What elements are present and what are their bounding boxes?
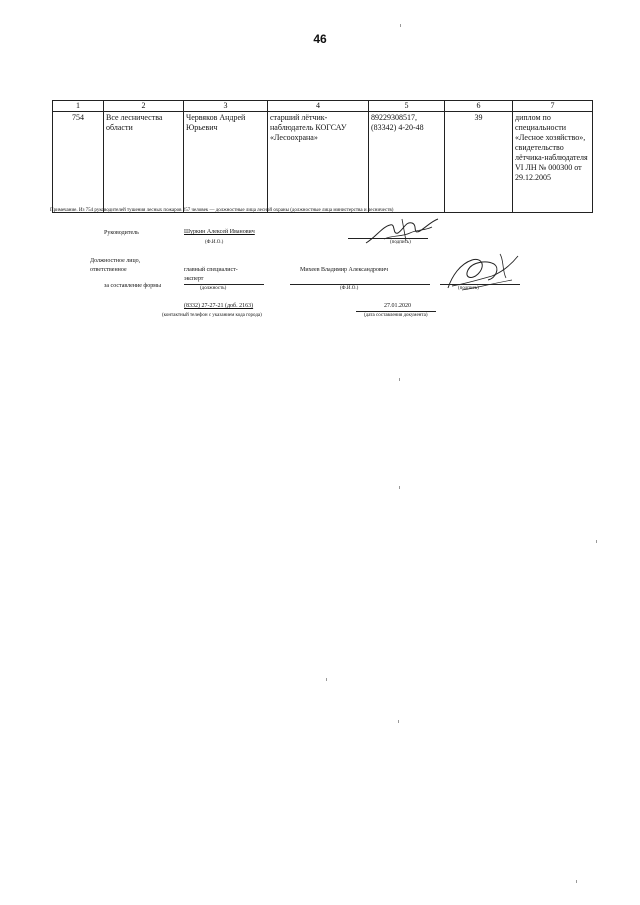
cell-position: старший лётчик-наблюдатель КОГСАУ «Лесоохрана» bbox=[268, 112, 369, 213]
head-fio-caption: (Ф.И.О.) bbox=[205, 240, 224, 245]
head-signature-caption: (подпись) bbox=[390, 240, 411, 245]
scan-speck bbox=[400, 24, 401, 27]
scan-speck bbox=[399, 378, 400, 381]
resp-name-line bbox=[290, 284, 430, 285]
cell-name: Червяков Андрей Юрьевич bbox=[184, 112, 268, 213]
scan-speck bbox=[576, 880, 577, 883]
resp-fio-caption: (Ф.И.О.) bbox=[340, 286, 359, 291]
resp-signature-icon bbox=[442, 250, 522, 294]
document-date: 27.01.2020 bbox=[384, 303, 411, 309]
resp-label-2: ответственное bbox=[90, 267, 127, 273]
date-line bbox=[356, 311, 436, 312]
scan-speck bbox=[596, 540, 597, 543]
column-header: 5 bbox=[369, 101, 445, 112]
scan-speck bbox=[399, 486, 400, 489]
head-name: Шуркин Алексей Иванович bbox=[184, 229, 255, 235]
resp-position-1: главный специалист- bbox=[184, 267, 238, 273]
head-label: Руководитель bbox=[104, 230, 139, 236]
column-header: 3 bbox=[184, 101, 268, 112]
data-table bbox=[52, 100, 593, 213]
resp-position-line bbox=[184, 284, 264, 285]
column-header: 6 bbox=[445, 101, 513, 112]
cell-age: 39 bbox=[445, 112, 513, 213]
table-header-row bbox=[53, 101, 593, 112]
column-header: 2 bbox=[104, 101, 184, 112]
column-header: 1 bbox=[53, 101, 104, 112]
phone-caption: (контактный телефон с указанием кода города) bbox=[162, 313, 262, 318]
column-header: 4 bbox=[268, 101, 369, 112]
page-number: 46 bbox=[313, 32, 327, 46]
cell-number: 754 bbox=[53, 112, 104, 213]
resp-label-1: Должностное лицо, bbox=[90, 258, 141, 264]
scan-speck bbox=[326, 678, 327, 681]
head-signature-icon bbox=[362, 215, 442, 247]
cell-location: Все лесничества области bbox=[104, 112, 184, 213]
resp-position-2: эксперт bbox=[184, 276, 204, 282]
date-caption: (дата составления документа) bbox=[364, 313, 428, 318]
resp-name: Михеев Владимир Александрович bbox=[300, 267, 388, 273]
resp-label-3: за составление формы bbox=[104, 283, 161, 289]
cell-phone: 89229308517, (83342) 4-20-48 bbox=[369, 112, 445, 213]
scan-speck bbox=[398, 720, 399, 723]
position-caption: (должность) bbox=[200, 286, 227, 291]
contact-phone: (8332) 27-27-21 (доб. 2163) bbox=[184, 303, 254, 309]
table-row bbox=[53, 112, 593, 213]
cell-education: диплом по специальности «Лесное хозяйство», свидетельство лётчика-наблюдателя VI ЛН № 000300 от 29.12.2005 bbox=[513, 112, 593, 213]
resp-signature-caption: (подпись) bbox=[458, 286, 479, 291]
table-note: Примечание. Из 754 руководителей тушения лесных пожаров 257 человек — должностные лица лесной охраны (должностные лица министерства и лесничеств) bbox=[50, 208, 394, 213]
column-header: 7 bbox=[513, 101, 593, 112]
